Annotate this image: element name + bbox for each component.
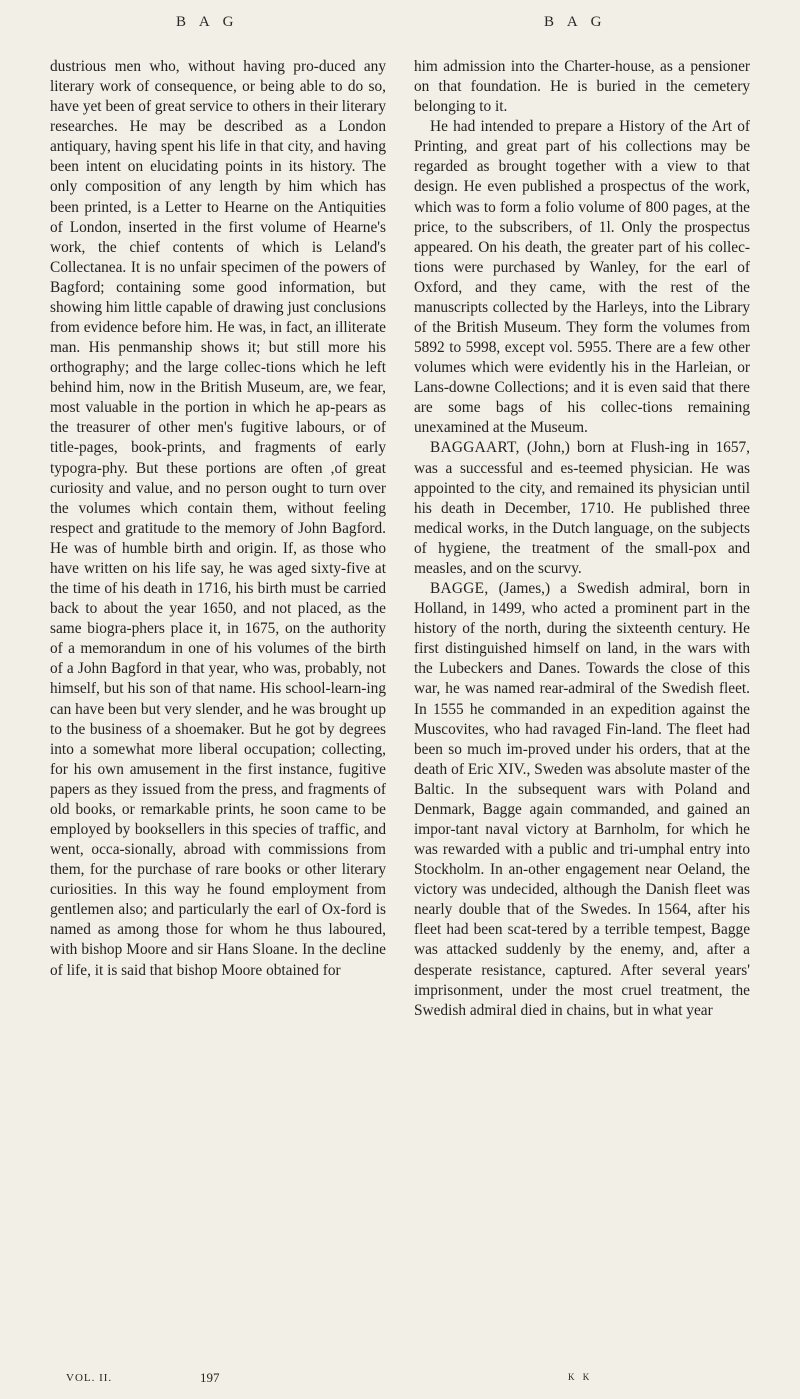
footer [50,1370,386,1388]
entry-text: He had intended to prepare a History of the Art of Printing, and great part of his collections may be regarded as brought together with a view to that design. He even published a prospectus of the work, which was to form a folio volume of 800 pages, at the price, to the subscribers, of 1l. Only the prospectus appeared. On his death, the greater part of his collec-tions were purchased by Wanley, for the earl of Oxford, and they came, with the rest of the manuscripts collected by the Harleys, into the Library of the British Museum. They form the volumes from 5892 to 5998, except vol. 5955. There are a few other volumes which were evidently his in the Harleian, or Lans-downe Collections; and it is even said that there are some bags of his collec-tions remaining unexamined at the Museum. [414,118,750,437]
entry-text: (James,) a Swedish admiral, born in Holland, in 1499, who acted a prominent part in the history of the north, during the sixteenth century. He first distinguished himself on land, in the wars with the Lubeckers and Danes. Towards the close of this war, he was named rear-admiral of the Swedish fleet. In 1555 he commanded in an expedition against the Muscovites, who had ravaged Fin-land. The fleet had been so much im-proved under his orders, that at the death of Eric XIV., Sweden was absolute master of the Baltic. In the subsequent wars with Poland and Denmark, Bagge again commanded, and gained an impor-tant naval victory at Barnholm, for which he was rewarded with a public and tri-umphal entry into Stockholm. In an-other engagement near Oeland, the victory was undecided, although the Danish fleet was nearly double that of the Swedes. In 1564, after his fleet had been scat-tered by a terrible tempest, Bagge was attacked suddenly by the enemy, and, after a desperate resistance, captured. After several years' imprisonment, under the most cruel treatment, the Swedish admiral died in chains, but in what year [414,580,750,1019]
entry-headword: BAGGE, [430,580,489,598]
volume-mark: VOL. II. [66,1372,113,1384]
entry-bagge [414,579,750,1021]
entry-text: him admission into the Charter-house, as a pensioner on that foundation. He is buried in the cemetery belonging to it. [414,58,750,116]
entry-headword: BAGGAART, [430,439,520,457]
running-head-right: B A G [544,14,607,30]
page-number: 197 [200,1370,220,1385]
signature-mark: K K [568,1372,593,1382]
right-column [414,57,750,1021]
right-column-paragraph [414,117,750,438]
entry-baggaart [414,438,750,579]
left-column-paragraph: dustrious men who, without having pro-duced any literary work of consequence, or being able to do so, have yet been of great service to others in their literary researches. He may be described as a London antiquary, having spent his life in that city, and having been intent on elucidating points in its history. The only composition of any length by him which has been printed, is a Letter to Hearne on the Antiquities of London, inserted in the first volume of Hearne's work, the chief contents of which is Leland's Collectanea. It is no unfair specimen of the powers of Bagford; containing some good information, but showing him little capable of drawing just conclusions from evidence before him. He was, in fact, an illiterate man. His penmanship shows it; but still more his orthography; and the large collec-tions which he left behind him, now in the British Museum, are, we fear, most valuable in the portion in which he ap-pears as the treasurer of other men's fugitive labours, or of title-pages, book-prints, and fragments of early typogra-phy. But these portions are often ,of great curiosity and value, and no person ought to turn over the volumes which contain them, without feeling respect and gratitude to the memory of John Bagford. He was of humble birth and origin. If, as those who have written on his life say, he was aged sixty-five at the time of his death in 1716, his birth must be carried back to about the year 1650, and not placed, as the same biogra-phers place it, in 1675, on the authority of a memorandum in one of his volumes of the birth of a John Bagford in that year, who was, probably, not himself, but his son of that name. His school-learn-ing can have been but very slender, and he was brought up to the business of a shoemaker. But he got by degrees into a somewhat more liberal occupation; collecting, for his own amusement in the first instance, fugitive papers as they issued from the press, and fragments of old books, or remarkable prints, he soon came to be employed by booksellers in this species of traffic, and went, occa-sionally, abroad with commissions from them, for the purchase of rare books or other literary curiosities. In this way he found employment from gentlemen also; and particularly the earl of Ox-ford is named as among those for whom he thus laboured, with bishop Moore and sir Hans Sloane. In the decline of life, it is said that bishop Moore obtained for [50,58,386,979]
running-head-left: B A G [176,14,239,30]
left-column [50,57,386,981]
entry-text: (John,) born at Flush-ing in 1657, was a successful and es-teemed physician. He was appointed to the city, and remained its physician until his death in December, 1710. He published three medical works, in the Dutch language, on the subjects of hygiene, the treatment of the small-pox and measles, and on the scurvy. [414,439,750,577]
right-column-paragraph [414,57,750,117]
